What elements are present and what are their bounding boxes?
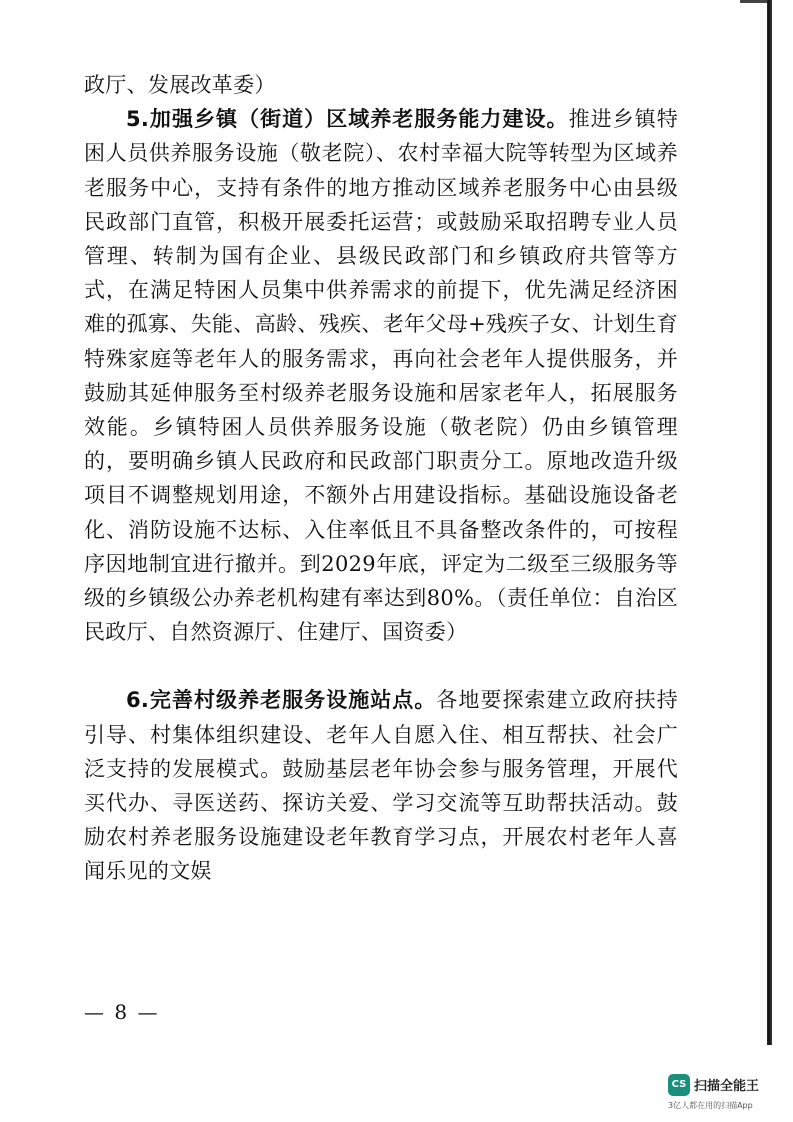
watermark-subtitle: 3亿人都在用的扫描App [668,1101,753,1110]
item-6-heading: 6.完善村级养老服务设施站点。 [126,688,437,713]
scan-edge-top [740,0,770,3]
camscanner-logo-icon: CS [668,1074,690,1096]
item-5-text: 推进乡镇特困人员供养服务设施（敬老院）、农村幸福大院等转型为区域养老服务中心，支持有条件的地方推动区域养老服务中心由县级民政部门直管，积极开展委托运营；或鼓励采取招聘专业人员管理、转制为国有企业、县级民政部门和乡镇政府共管等方式，在满足特困人员集中供养需求的前提下，优先满足经济困难的孤寡、失能、高龄、残疾、老年父母+残疾子女、计划生育特殊家庭等老年人的服务需求，再向社会老年人提供服务，并鼓励其延伸服务至村级养老服务设施和居家老年人，拓展服务效能。乡镇特困人员供养服务设施（敬老院）仍由乡镇管理的，要明确乡镇人民政府和民政部门职责分工。原地改造升级项目不调整规划用途，不额外占用建设指标。基础设施设备老化、消防设施不达标、入住率低且不具备整改条件的，可按程序因地制宜进行撤并。到2029年底，评定为二级至三级服务等级的乡镇级公办养老机构建有率达到80%。（责任单位：自治区民政厅、自然资源厅、住建厅、国资委） [84,107,678,645]
paragraph-item-5 [84,102,678,649]
item-5-heading: 5.加强乡镇（街道）区域养老服务能力建设。 [126,107,569,132]
scan-edge-right [767,0,772,1045]
scanner-watermark [668,1072,788,1116]
item-6-text: 各地要探索建立政府扶持引导、村集体组织建设、老年人自愿入住、相互帮扶、社会广泛支持的发展模式。鼓励基层老年协会参与服务管理，开展代买代办、寻医送药、探访关爱、学习交流等互助帮扶活动。鼓励农村养老服务设施建设老年教育学习点，开展农村老年人喜闻乐见的文娱 [84,688,678,884]
page-number: — 8 — [84,1000,160,1024]
document-body [84,68,678,889]
paragraph-continuation-text: 政厅、发展改革委） [84,73,276,97]
watermark-title: 扫描全能王 [694,1079,760,1094]
paragraph-continuation [84,68,678,102]
paragraph-item-6 [84,683,678,888]
